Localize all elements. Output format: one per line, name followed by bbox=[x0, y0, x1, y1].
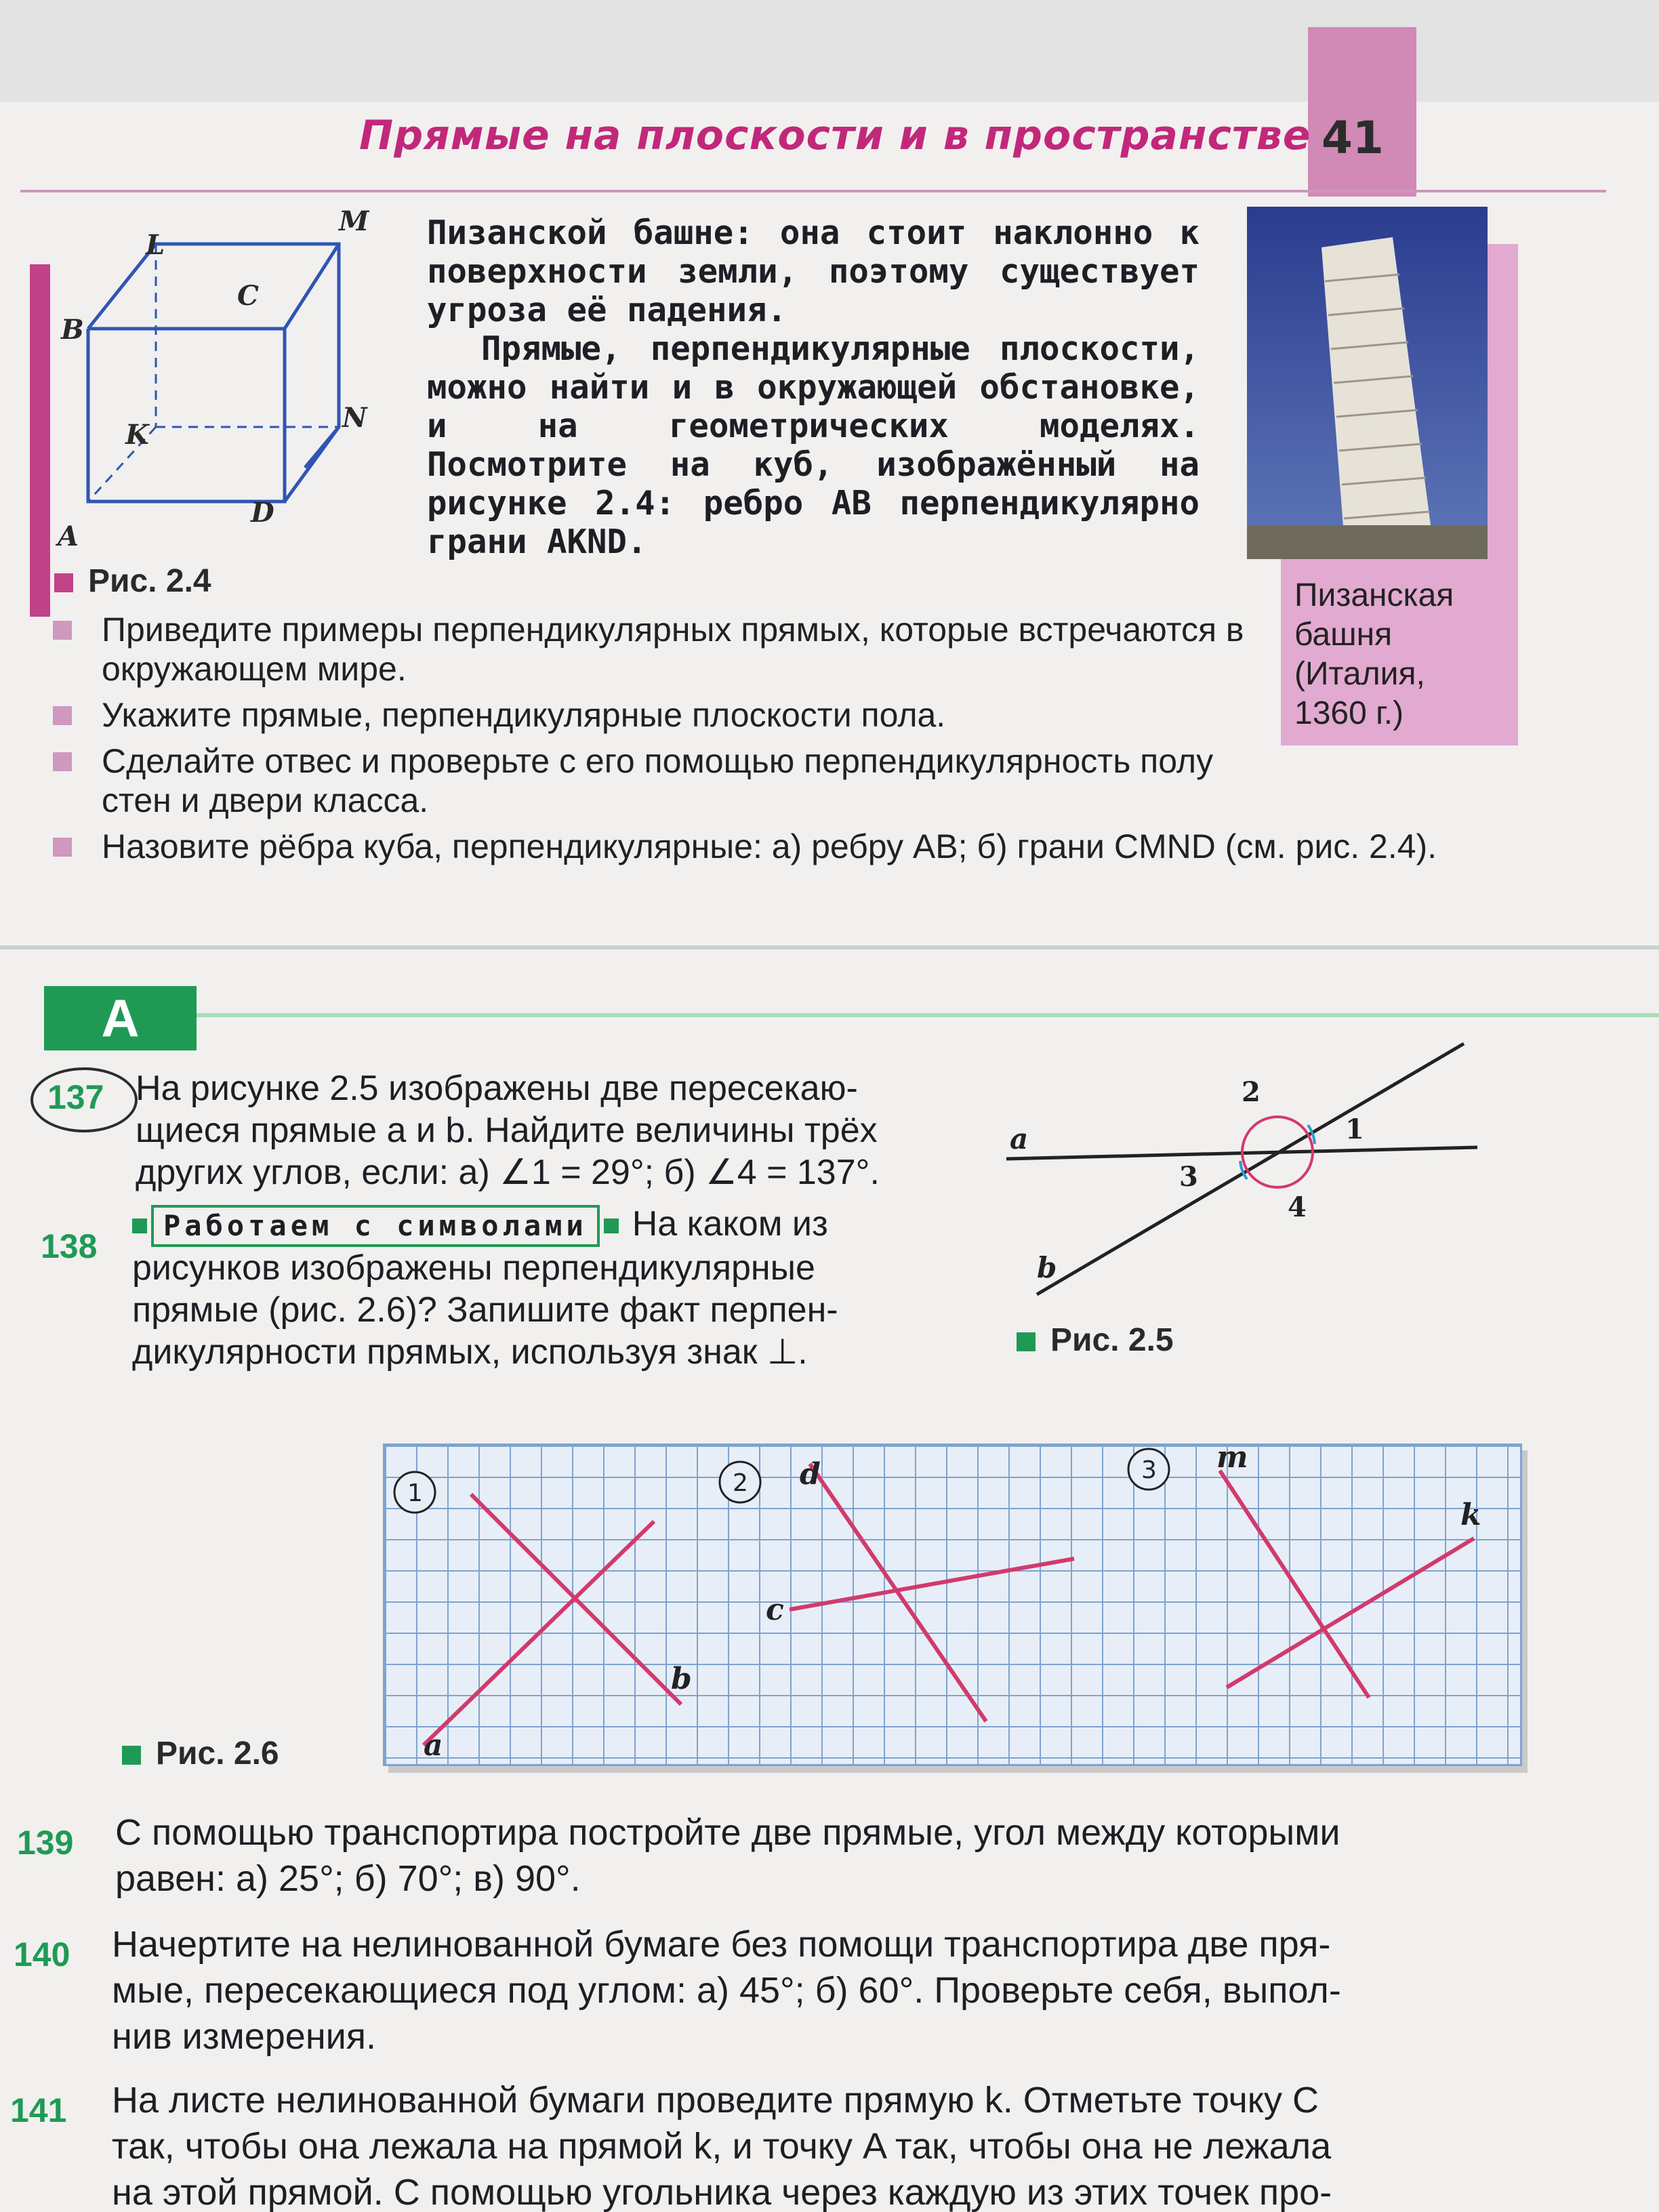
task-137-text: На рисунке 2.5 изображены две пересекаю- щиеся прямые a и b. Найдите величины трёх других углов, если: а) ∠1 = 29°; б) ∠4 = 137°. bbox=[136, 1069, 880, 1192]
vertex-N: N bbox=[342, 402, 367, 434]
side-strip bbox=[30, 264, 50, 617]
page-number: 41 bbox=[1322, 112, 1384, 164]
task-138-text: Работаем с символами На каком из рисунков изображены перпендикулярные прямые (рис. 2.6)? Запишите факт перпен- дикулярности прямых, используя знак ⊥. bbox=[132, 1204, 838, 1372]
photo-caption: Пизанская башня (Италия, 1360 г.) bbox=[1294, 577, 1454, 731]
task-number-138: 138 bbox=[41, 1227, 98, 1265]
panel3-label-k: k bbox=[1460, 1498, 1481, 1532]
angle-label-3: 3 bbox=[1179, 1161, 1198, 1193]
task-number-139: 139 bbox=[17, 1824, 74, 1862]
vertex-A: A bbox=[58, 520, 79, 552]
panel3-line-m bbox=[1220, 1471, 1369, 1698]
label-a: a bbox=[1010, 1122, 1029, 1155]
section-rule bbox=[197, 1013, 1659, 1017]
task-139-text: С помощью транспортира постройте две прямые, угол между которыми равен: а) 25°; б) 70°; в) 90°. bbox=[115, 1812, 1340, 1899]
box-divider bbox=[0, 945, 1659, 949]
panel3-label-m: m bbox=[1216, 1443, 1248, 1475]
panel1-label-a: a bbox=[424, 1728, 443, 1762]
badge-marker-right bbox=[604, 1218, 619, 1233]
question-bullet bbox=[53, 752, 72, 771]
vertex-D: D bbox=[251, 497, 274, 529]
question-bullet bbox=[53, 621, 72, 640]
fig26-caption: Рис. 2.6 bbox=[122, 1735, 279, 1772]
question-item: Приведите примеры перпендикулярных прямых, которые встречаются в окружающем мире. bbox=[47, 610, 1267, 689]
fig25-intersecting-lines bbox=[989, 1023, 1504, 1322]
panel2-label-d: d bbox=[800, 1457, 821, 1492]
vertex-K: K bbox=[125, 419, 149, 451]
caption-marker bbox=[122, 1746, 141, 1765]
task-number-141: 141 bbox=[10, 2091, 67, 2129]
angle-label-1: 1 bbox=[1345, 1113, 1364, 1145]
vertex-C: C bbox=[237, 280, 259, 312]
symbols-badge: Работаем с символами bbox=[151, 1205, 600, 1247]
vertex-M: M bbox=[339, 205, 369, 237]
question-item: Укажите прямые, перпендикулярные плоскости пола. bbox=[47, 695, 1471, 735]
panel2-line-c bbox=[790, 1559, 1074, 1610]
caption-marker bbox=[1017, 1332, 1036, 1351]
question-bullet bbox=[53, 706, 72, 725]
panel-number-3: 3 bbox=[1141, 1456, 1157, 1484]
panel1-line-a bbox=[424, 1521, 654, 1745]
task-number-137: 137 bbox=[47, 1078, 104, 1116]
question-bullet bbox=[53, 838, 72, 857]
badge-marker-left bbox=[132, 1218, 147, 1233]
question-item: Сделайте отвес и проверьте с его помощью перпендикулярность полу стен и двери класса. bbox=[47, 741, 1281, 820]
panel2-line-d bbox=[810, 1464, 986, 1721]
vertex-L: L bbox=[146, 229, 165, 261]
task-number-140: 140 bbox=[14, 1936, 70, 1973]
running-head: Прямые на плоскости и в пространстве bbox=[359, 112, 1311, 159]
question-item: Назовите рёбра куба, перпендикулярные: а) ребру AB; б) грани CMND (см. рис. 2.4). bbox=[47, 827, 1525, 866]
fig26-lines bbox=[383, 1443, 1518, 1762]
angle-label-2: 2 bbox=[1242, 1076, 1261, 1108]
pisa-tower-image bbox=[1247, 207, 1488, 559]
header-rule bbox=[20, 190, 1606, 192]
intro-paragraph-2: Прямые, перпендикулярные плоскости, можно найти и в окружающей обстановке, и на геометрических моделях. Посмотрите на куб, изображённый на рисунке 2.4: ребро AB перпендикулярно грани AKND. bbox=[427, 329, 1200, 561]
intro-text bbox=[427, 213, 1200, 561]
panel-number-2: 2 bbox=[733, 1469, 748, 1497]
intro-paragraph-1: Пизанской башне: она стоит наклонно к поверхности земли, поэтому существует угроза её падения. bbox=[427, 213, 1200, 329]
fig24-caption: Рис. 2.4 bbox=[54, 562, 211, 600]
caption-marker bbox=[54, 573, 73, 592]
panel2-label-c: c bbox=[766, 1593, 784, 1627]
panel-number-1: 1 bbox=[407, 1479, 423, 1507]
question-list bbox=[47, 610, 1471, 873]
pisa-tower-photo bbox=[1247, 207, 1488, 559]
section-label: А bbox=[44, 986, 197, 1050]
vertex-B: B bbox=[61, 314, 84, 346]
angle-label-4: 4 bbox=[1288, 1191, 1307, 1223]
task-140-text: Начертите на нелинованной бумаге без помощи транспортира две пря- мые, пересекающиеся под углом: а) 45°; б) 60°. Проверьте себя, выпол- нив измерения. bbox=[112, 1924, 1341, 2057]
label-b: b bbox=[1037, 1251, 1057, 1284]
panel1-label-b: b bbox=[671, 1662, 692, 1696]
fig25-caption: Рис. 2.5 bbox=[1017, 1322, 1174, 1359]
cube-figure bbox=[54, 203, 393, 556]
task-141-text: На листе нелинованной бумаги проведите прямую k. Отметьте точку C так, чтобы она лежала на прямой k, и точку A так, чтобы она не лежала на этой прямой. С помощью угольника через каждую из этих точек про- bbox=[112, 2080, 1332, 2212]
panel3-line-k bbox=[1227, 1538, 1474, 1687]
